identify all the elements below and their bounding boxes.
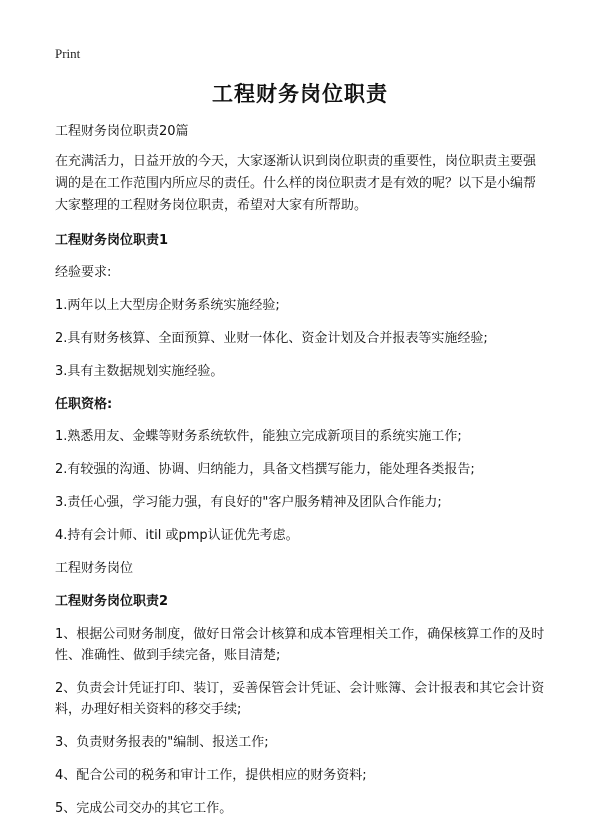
- duty-item: 1、根据公司财务制度，做好日常会计核算和成本管理相关工作，确保核算工作的及时性、准确性、做到手续完备，账目清楚;: [55, 627, 545, 663]
- section-1-heading: 工程财务岗位职责1: [55, 233, 169, 248]
- duty-item: 3、负责财务报表的"编制、报送工作;: [55, 735, 269, 750]
- experience-item: 3.具有主数据规划实施经验。: [55, 364, 224, 379]
- qualification-item: 4.持有会计师、itil 或pmp认证优先考虑。: [55, 528, 299, 543]
- duty-item: 2、负责会计凭证打印、装订，妥善保管会计凭证、会计账簿、会计报表和其它会计资料，办理好相关资料的移交手续;: [55, 681, 545, 717]
- document-body: [55, 122, 547, 831]
- position-label: 工程财务岗位: [55, 561, 134, 576]
- qualification-item: 1.熟悉用友、金蝶等财务系统软件，能独立完成新项目的系统实施工作;: [55, 429, 462, 444]
- qualification-item: 2.有较强的沟通、协调、归纳能力，具备文档撰写能力，能处理各类报告;: [55, 462, 475, 477]
- document-subtitle: 工程财务岗位职责20篇: [55, 124, 189, 139]
- experience-label: 经验要求:: [55, 265, 112, 280]
- qualification-heading: 任职资格:: [55, 397, 113, 412]
- page-title: 工程财务岗位职责: [212, 82, 388, 106]
- intro-paragraph: 在充满活力，日益开放的今天，大家逐渐认识到岗位职责的重要性，岗位职责主要强调的是在工作范围内所应尽的责任。什么样的岗位职责才是有效的呢？以下是小编帮大家整理的工程财务岗位职责，希望对大家有所帮助。: [55, 154, 537, 213]
- qualification-item: 3.责任心强，学习能力强，有良好的"客户服务精神及团队合作能力;: [55, 495, 442, 510]
- experience-item: 1.两年以上大型房企财务系统实施经验;: [55, 298, 280, 313]
- duty-item: 4、配合公司的税务和审计工作，提供相应的财务资料;: [55, 768, 367, 783]
- duty-item: 5、完成公司交办的其它工作。: [55, 801, 233, 816]
- experience-item: 2.具有财务核算、全面预算、业财一体化、资金计划及合并报表等实施经验;: [55, 331, 488, 346]
- print-link[interactable]: Print: [55, 46, 81, 61]
- section-2-heading: 工程财务岗位职责2: [55, 594, 169, 609]
